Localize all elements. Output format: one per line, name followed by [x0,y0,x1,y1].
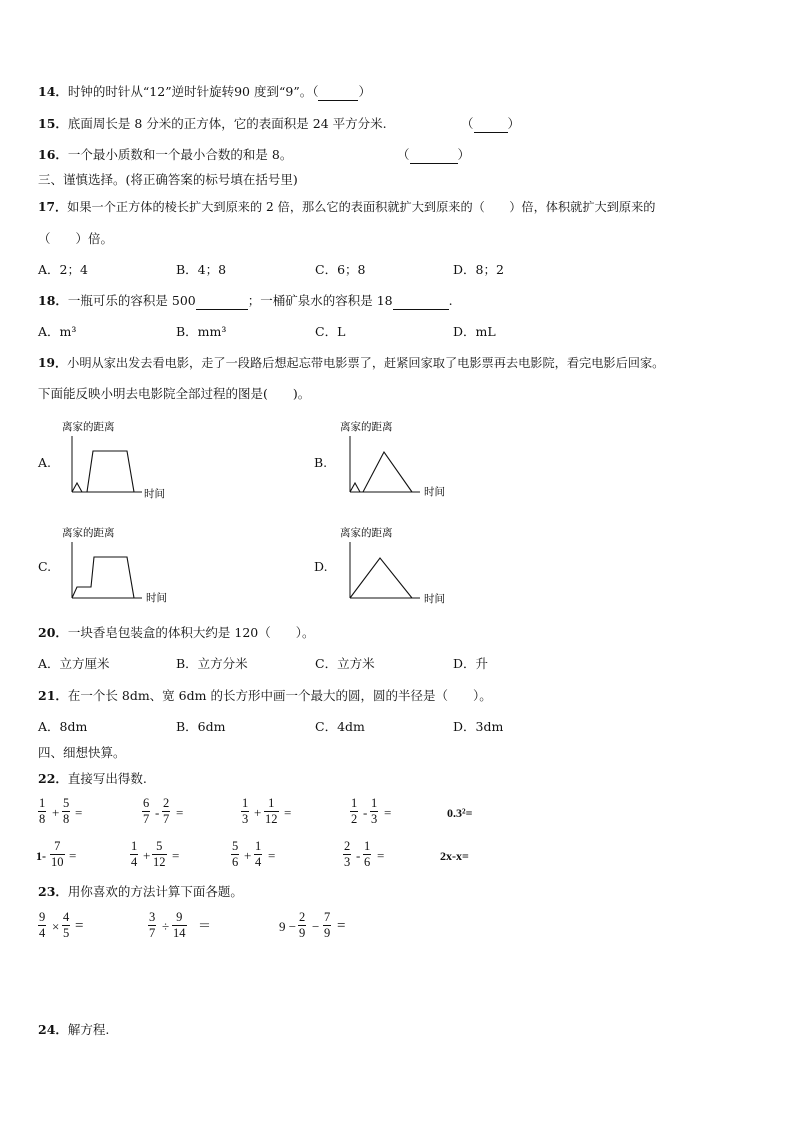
fraction: 1 3 [242,796,249,826]
section-heading: 四、细想快算。 [38,745,126,760]
y-axis-label: 离家的距离 [340,421,393,433]
fraction: 5 8 [63,796,70,826]
question-text: 用你喜欢的方法计算下面各题。 [67,884,243,899]
operator: + [244,848,252,863]
fraction: 1 6 [364,839,371,869]
question-18: 18．一瓶可乐的容积是 500 ；一桶矿泉水的容积是 18 . [38,293,453,308]
question-17 [38,199,655,215]
operator: - [356,848,361,863]
fraction: 2 3 [344,839,351,869]
graph-b[interactable] [336,418,466,500]
option-a[interactable]: A．m³ [38,324,77,339]
fraction: 2 7 [163,796,170,826]
y-axis-label: 离家的距离 [62,527,115,539]
expression: 0.3²= [447,806,473,820]
answer-blank[interactable] [410,147,458,164]
answer-bracket: （ ） [461,116,521,131]
option-d[interactable]: D．3dm [453,719,504,734]
option-b[interactable]: B．6dm [176,719,226,734]
option-c-label[interactable]: C. [38,559,52,574]
question-text: 小明从家出发去看电影，走了一段路后想起忘带电影票了，赶紧回家取了电影票再去电影院，看完电影后回家。 [67,356,665,370]
fraction: 7 10 [51,839,64,869]
operator: - [363,805,368,820]
fraction: 9 14 [173,910,186,940]
question-number: 22． [38,771,68,786]
operator: + [143,848,151,863]
question-number: 17． [38,200,68,214]
y-axis-label: 离家的距离 [62,421,115,433]
question-number: 19． [38,356,68,370]
question-text: 一块香皂包装盒的体积大约是 120（ ）。 [67,625,315,640]
question-text: 时钟的时针从“12”逆时针旋转90 度到“9”。（ [67,84,319,99]
equals: = [176,805,184,820]
fraction: 5 12 [153,839,166,869]
equals: = [75,805,83,820]
question-text: 直接写出得数. [67,771,147,786]
option-d[interactable]: D．mL [453,324,496,339]
equals: = [284,805,292,820]
fraction: 1 3 [371,796,378,826]
question-number: 15． [38,116,68,131]
question-text: 如果一个正方体的棱长扩大到原来的 2 倍，那么它的表面积就扩大到原来的（ ）倍，体积就扩大到原来的 [67,200,656,214]
operator: + [52,805,60,820]
question-15 [38,116,387,132]
y-axis-label: 离家的距离 [340,527,393,539]
question-text: 一个最小质数和一个最小合数的和是 8。 [67,147,293,162]
answer-blank[interactable] [196,293,248,310]
operator: - [155,805,160,820]
question-16 [38,147,292,163]
question-number: 18． [38,293,68,308]
graph-d[interactable] [336,524,466,606]
fraction: 6 7 [143,796,150,826]
question-24 [38,1022,109,1038]
question-23 [38,884,243,900]
option-b[interactable]: B．立方分米 [176,656,248,671]
option-c[interactable]: C．4dm [315,719,365,734]
option-d[interactable]: D．8；2 [453,262,504,277]
option-d-label[interactable]: D. [314,559,328,574]
fraction: 3 7 [149,910,156,940]
question-number: 16． [38,147,68,162]
option-b-label[interactable]: B. [314,455,328,470]
equals: = [75,918,84,934]
option-a-label[interactable]: A. [38,455,52,470]
fraction: 1 4 [255,839,262,869]
fraction: 7 9 [324,910,331,940]
option-a[interactable]: A．8dm [38,719,88,734]
question-number: 20． [38,625,68,640]
expression: 2x-x= [440,849,469,863]
answer-bracket: （ ） [397,147,471,162]
option-c[interactable]: C．L [315,324,346,339]
question-22 [38,771,147,787]
option-a[interactable]: A．2；4 [38,262,88,277]
question-number: 21． [38,688,68,703]
section-heading: 三、谨慎选择。(将正确答案的标号填在括号里) [38,172,298,187]
question-text: 在一个长 8dm、宽 6dm 的长方形中画一个最大的圆，圆的半径是（ ）。 [67,688,492,703]
option-c[interactable]: C．6；8 [315,262,366,277]
equals: = [172,848,180,863]
answer-blank[interactable] [393,293,449,310]
fraction: 1 4 [131,839,138,869]
question-14: 14．时钟的时针从“12”逆时针旋转90 度到“9”。（ ） [38,84,371,99]
answer-blank[interactable] [318,84,358,101]
question-17-line2: （ ）倍。 [38,231,114,246]
question-number: 23． [38,884,68,899]
x-axis-label: 时间 [424,486,445,498]
option-a[interactable]: A．立方厘米 [38,656,110,671]
operator: ÷ [162,919,170,934]
question-21 [38,688,492,704]
graph-c[interactable] [58,524,188,606]
answer-blank[interactable] [474,116,508,133]
equals: = [268,848,276,863]
option-b[interactable]: B．mm³ [176,324,227,339]
x-axis-label: 时间 [424,593,445,605]
question-19-line2: 下面能反映小明去电影院全部过程的图是( )。 [38,386,311,401]
fraction: 5 6 [232,839,239,869]
fraction: 1 8 [39,796,46,826]
fraction: 1 2 [351,796,358,826]
equals: ＝ [198,918,212,933]
operand: 1- [36,849,46,863]
question-20 [38,625,315,641]
option-c[interactable]: C．立方米 [315,656,375,671]
fraction: 1 12 [265,796,278,826]
fraction: 4 5 [63,910,70,940]
equals: = [69,848,77,863]
x-axis-label: 时间 [146,592,167,604]
x-axis-label: 时间 [144,488,165,500]
question-number: 24． [38,1022,68,1037]
question-19 [38,355,664,371]
graph-a[interactable] [58,418,188,500]
equals: = [337,918,346,934]
option-b[interactable]: B．4；8 [176,262,227,277]
question-number: 14． [38,84,68,99]
operator: × [52,919,60,934]
question-text: 底面周长是 8 分米的正方体，它的表面积是 24 平方分米. [67,116,387,131]
fraction: 9 4 [39,910,46,940]
equals: = [377,848,385,863]
equals: = [384,805,392,820]
option-d[interactable]: D．升 [453,656,489,671]
operator: + [254,805,262,820]
fraction: 2 9 [299,910,306,940]
operator: − [312,919,320,934]
operand: 9 − [279,919,297,934]
question-text: 解方程. [67,1022,110,1037]
